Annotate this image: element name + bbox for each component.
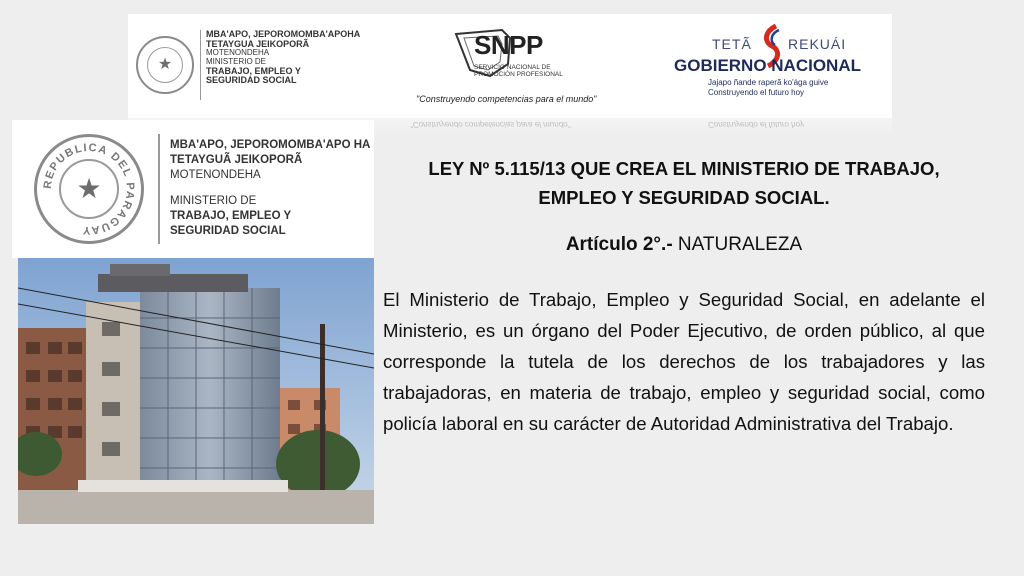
mtess-logo-panel — [12, 120, 374, 258]
banner-divider — [200, 30, 201, 100]
law-title-line1: LEY Nº 5.115/13 QUE CREA EL MINISTERIO DE TRABAJO, — [428, 158, 940, 179]
banner-mtess-text — [206, 30, 360, 86]
banner-mtess-line5: TRABAJO, EMPLEO Y — [206, 65, 301, 76]
law-title-line2: EMPLEO Y SEGURIDAD SOCIAL. — [538, 187, 830, 208]
logo-panel-line1: MBA'APO, JEPOROMOMBA'APO HA — [170, 139, 371, 151]
snpp-slogan: "Construyendo competencias para el mundo" — [416, 94, 597, 104]
logo-banner — [128, 14, 892, 118]
svg-text:REPUBLICA DEL PARAGUAY — [42, 142, 136, 236]
banner-mtess-line3: MOTENONDEHA — [206, 48, 270, 58]
article-label: Artículo 2°.- — [565, 234, 673, 255]
snpp-name: SNPP — [474, 30, 543, 60]
seal-arc-text: REPUBLICA DEL PARAGUAY — [41, 141, 137, 237]
snpp-subtitle-line1: SERVICIO NACIONAL DE — [474, 64, 551, 71]
paraguay-seal-icon: REPUBLICA DEL PARAGUAY ★ — [34, 134, 144, 244]
law-title — [383, 154, 985, 212]
article-name: NATURALEZA — [672, 234, 803, 255]
paraguay-seal-icon: ★ — [136, 36, 194, 94]
snpp-subtitle — [474, 64, 563, 79]
banner-mtess-line6: SEGURIDAD SOCIAL — [206, 75, 297, 86]
logo-panel-divider — [158, 134, 160, 244]
gobierno-logo — [670, 18, 890, 108]
logo-panel-line6: SEGURIDAD SOCIAL — [170, 224, 286, 237]
snpp-subtitle-line2: PROMOCIÓN PROFESIONAL — [474, 71, 563, 79]
logo-panel-line2: TETAYGUÃ JEIKOPORÃ — [170, 154, 303, 167]
reflection-gobierno-slogan: Construyendo el futuro hoy — [708, 120, 805, 129]
banner-mtess-line1: MBA'APO, JEPOROMOMBA'APOHA — [206, 29, 361, 39]
banner-mtess-line4: MINISTERIO DE — [206, 57, 267, 67]
gobierno-rekuai: REKUÁI — [788, 36, 847, 52]
article-heading — [383, 232, 985, 258]
seal-ring-text — [37, 137, 141, 241]
gobierno-slogan-line1: Jajapo ñande raperã ko'ága guive — [708, 78, 829, 87]
article-body: El Ministerio de Trabajo, Empleo y Seguridad Social, en adelante el Ministerio, es un órgano del Poder Ejecutivo, de orden público, al que corresponde la tutela de los derechos de los trabajadores y las trabajadoras, en materia de trabajo, empleo y seguridad social, como policía laboral en su carácter de Autoridad Administrativa del Trabajo. — [383, 289, 985, 434]
logo-panel-line3: MOTENONDEHA — [170, 169, 261, 182]
logo-panel-line5: TRABAJO, EMPLEO Y — [170, 209, 292, 222]
logo-panel-text — [170, 138, 370, 239]
banner-mtess-line2: TETAYGUA JEIKOPORÃ — [206, 38, 310, 49]
gobierno-name: GOBIERNO NACIONAL — [674, 56, 861, 75]
gobierno-teta: TETÃ — [712, 36, 752, 52]
law-content — [383, 154, 985, 439]
logo-panel-line4: MINISTERIO DE — [170, 194, 257, 207]
building-photo — [18, 258, 374, 524]
gobierno-slogan-line2: Construyendo el futuro hoy — [708, 88, 805, 97]
building-illustration — [18, 258, 374, 524]
snpp-logo — [410, 20, 620, 110]
reflection-snpp-slogan: "Construyendo competencias para el mundo" — [410, 120, 571, 129]
